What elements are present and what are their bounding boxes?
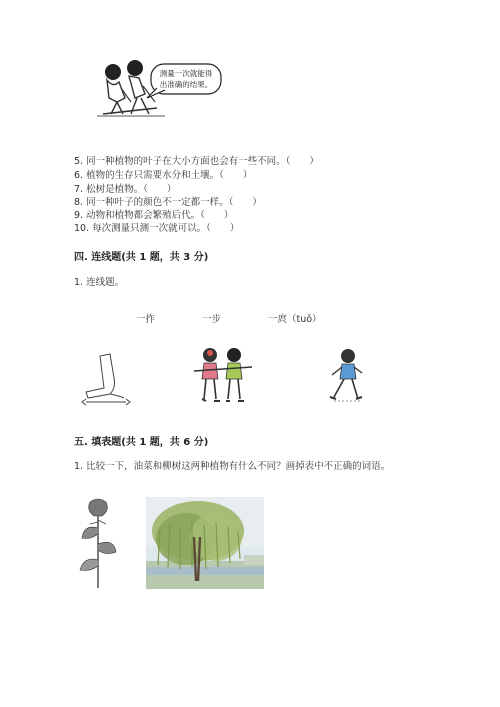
section-5-heading: 五. 填表题(共 1 题，共 6 分)	[74, 437, 209, 448]
section-5-question: 1. 比较一下，油菜和柳树这两种植物有什么不同？画掉表中不正确的词语。	[74, 461, 391, 472]
rape-plant-picture	[76, 498, 120, 590]
children-arm-span-picture	[192, 345, 254, 405]
word-zha: 一拃	[136, 314, 156, 325]
judgement-item-8: 8. 同一种叶子的颜色不一定都一样。（ ）	[74, 197, 262, 208]
hand-span-picture	[80, 352, 130, 408]
judgement-item-5: 5. 同一种植物的叶子在大小方面也会有一些不同。（ ）	[74, 156, 319, 167]
section-4-heading: 四. 连线题(共 1 题，共 3 分)	[74, 252, 209, 263]
word-bu: 一步	[202, 314, 222, 325]
children-measuring-illustration	[95, 58, 225, 120]
word-tuo: 一庹（tuǒ）	[268, 314, 322, 325]
judgement-item-9: 9. 动物和植物都会繁殖后代。（ ）	[74, 210, 234, 221]
judgement-item-6: 6. 植物的生存只需要水分和土壤。（ ）	[74, 170, 253, 181]
walking-child-picture	[326, 347, 366, 405]
judgement-item-7: 7. 松树是植物。（ ）	[74, 184, 177, 195]
willow-tree-photo	[146, 497, 264, 589]
section-4-question: 1. 连线题。	[74, 277, 125, 288]
judgement-item-10: 10. 每次测量只测一次就可以。（ ）	[74, 223, 240, 234]
speech-bubble-line-1: 测量一次就能得	[159, 69, 213, 78]
speech-bubble-line-2: 出准确的结果。	[159, 80, 213, 89]
